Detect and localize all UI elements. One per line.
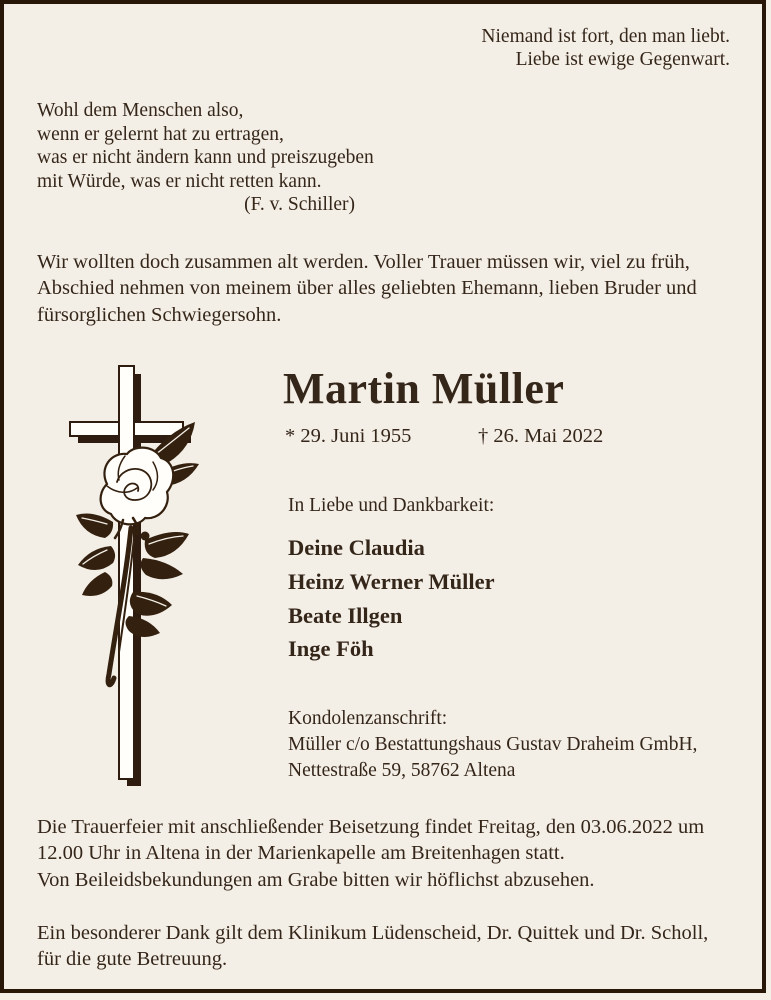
poem-attribution: (F. v. Schiller) [244, 194, 355, 216]
death-date: † 26. Mai 2022 [478, 425, 604, 447]
thanks-line: für die gute Betreuung. [37, 948, 228, 971]
condolence-line: Müller c/o Bestattungshaus Gustav Draheim GmbH, [288, 733, 698, 755]
epigraph-line: Niemand ist fort, den man liebt. [481, 26, 730, 47]
thanks-paragraph [37, 920, 708, 973]
epigraph [481, 25, 730, 71]
mourner-name: Beate Illgen [288, 602, 403, 628]
service-line: Die Trauerfeier mit anschließender Beisetzung findet Freitag, den 03.06.2022 um [37, 816, 705, 838]
condolence-heading: Kondolenzanschrift: [288, 708, 448, 729]
intro-line: Wir wollten doch zusammen alt werden. Voller Trauer müssen wir, viel zu früh, [37, 251, 690, 273]
intro-line: Abschied nehmen von meinem über alles geliebten Ehemann, lieben Bruder und [37, 277, 697, 300]
tribute-heading: In Liebe und Dankbarkeit: [288, 495, 495, 516]
epigraph-line: Liebe ist ewige Gegenwart. [515, 49, 730, 70]
intro-line: fürsorglichen Schwiegersohn. [37, 303, 282, 326]
poem-line: mit Würde, was er nicht retten kann. [37, 170, 322, 192]
service-details [37, 814, 704, 893]
mourners-list [288, 531, 495, 666]
life-dates [285, 425, 705, 451]
poem-quote [37, 99, 374, 217]
poem-line: Wohl dem Menschen also, [37, 100, 244, 121]
condolence-address [288, 706, 697, 783]
service-line: 12.00 Uhr in Altena in der Marienkapelle am Breitenhagen statt. [37, 842, 565, 865]
poem-line: wenn er gelernt hat zu ertragen, [37, 123, 284, 145]
cross-with-rose-icon [45, 352, 245, 802]
intro-paragraph [37, 249, 697, 328]
service-line: Von Beileidsbekundungen am Grabe bitten wir höflichst abzusehen. [37, 868, 595, 891]
mourner-name: Deine Claudia [288, 535, 425, 560]
deceased-name: Martin Müller [283, 364, 565, 413]
condolence-line: Nettestraße 59, 58762 Altena [288, 759, 516, 781]
mourner-name: Inge Föh [288, 636, 374, 662]
birth-date: * 29. Juni 1955 [285, 425, 412, 447]
poem-line: was er nicht ändern kann und preiszugeben [37, 147, 374, 169]
mourner-name: Heinz Werner Müller [288, 568, 495, 594]
thanks-line: Ein besonderer Dank gilt dem Klinikum Lüdenscheid, Dr. Quittek und Dr. Scholl, [37, 922, 709, 944]
